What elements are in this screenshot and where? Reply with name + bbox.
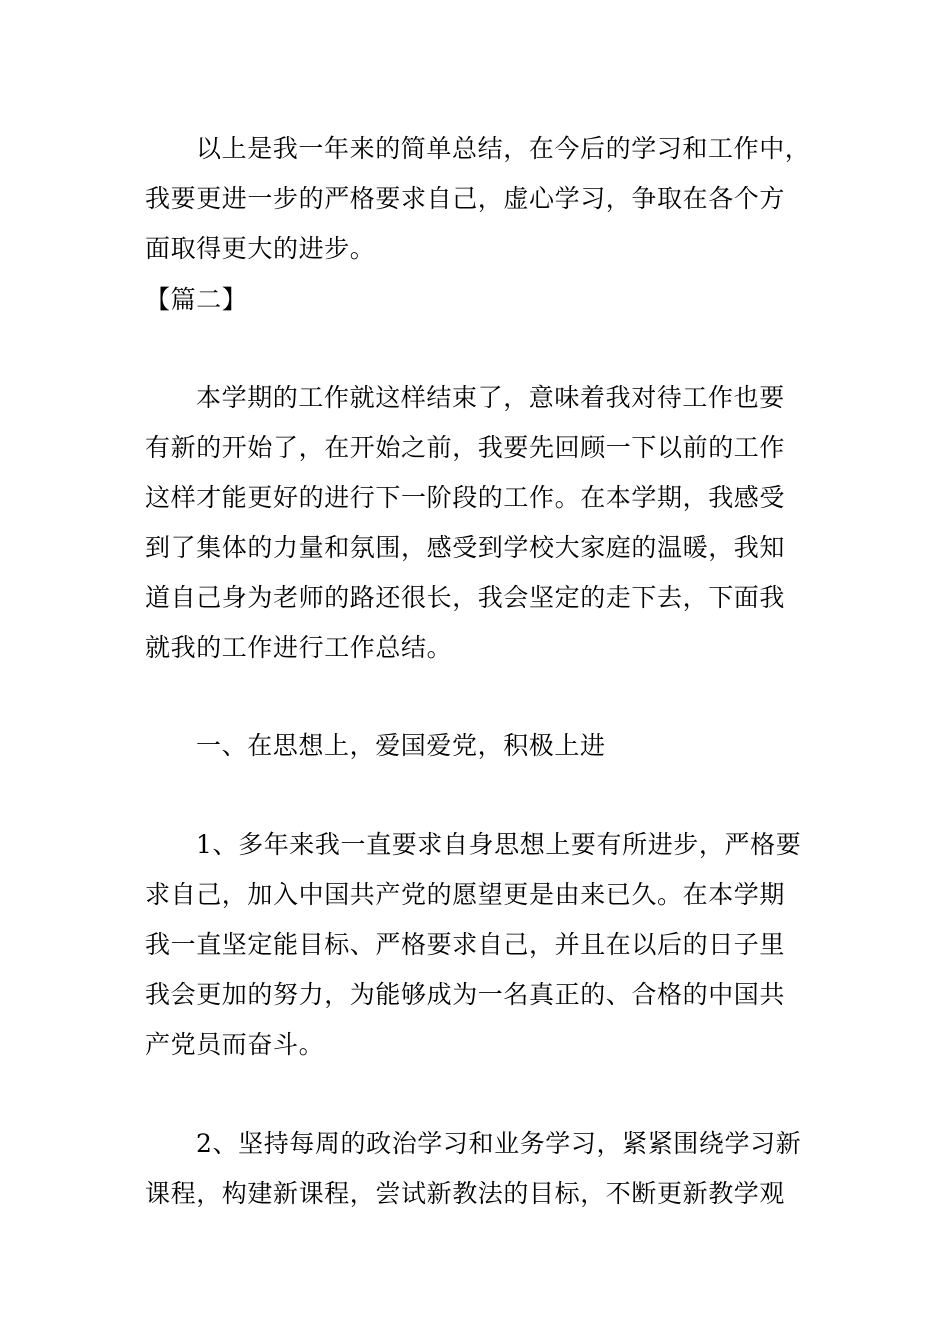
paragraph-line: 课程，构建新课程，尝试新教法的目标，不断更新教学观: [145, 1179, 786, 1208]
paragraph-line: 产党员而奋斗。: [145, 1030, 325, 1059]
section-marker: 【篇二】: [145, 285, 248, 314]
paragraph-line: 我一直坚定能目标、严格要求自己，并且在以后的日子里: [145, 930, 786, 959]
paragraph-line: 这样才能更好的进行下一阶段的工作。在本学期，我感受: [145, 483, 786, 512]
paragraph-line: 道自己身为老师的路还很长，我会坚定的走下去，下面我: [145, 583, 786, 612]
paragraph-line: 2、坚持每周的政治学习和业务学习，紧紧围绕学习新: [196, 1129, 802, 1158]
paragraph-line: 以上是我一年来的简单总结，在今后的学习和工作中，: [196, 134, 811, 163]
paragraph-line: 就我的工作进行工作总结。: [145, 633, 453, 662]
paragraph-line: 面取得更大的进步。: [145, 234, 376, 263]
paragraph-line: 求自己，加入中国共产党的愿望更是由来已久。在本学期: [145, 880, 786, 909]
section-heading: 一、在思想上，爱国爱党，积极上进: [196, 731, 606, 760]
paragraph-line: 有新的开始了，在开始之前，我要先回顾一下以前的工作: [145, 433, 786, 462]
paragraph-line: 到了集体的力量和氛围，感受到学校大家庭的温暖，我知: [145, 533, 786, 562]
paragraph-line: 我要更进一步的严格要求自己，虚心学习，争取在各个方: [145, 184, 786, 213]
paragraph-line: 我会更加的努力，为能够成为一名真正的、合格的中国共: [145, 980, 786, 1009]
paragraph-line: 本学期的工作就这样结束了，意味着我对待工作也要: [196, 383, 785, 412]
paragraph-line: 1、多年来我一直要求自身思想上要有所进步，严格要: [196, 830, 802, 859]
